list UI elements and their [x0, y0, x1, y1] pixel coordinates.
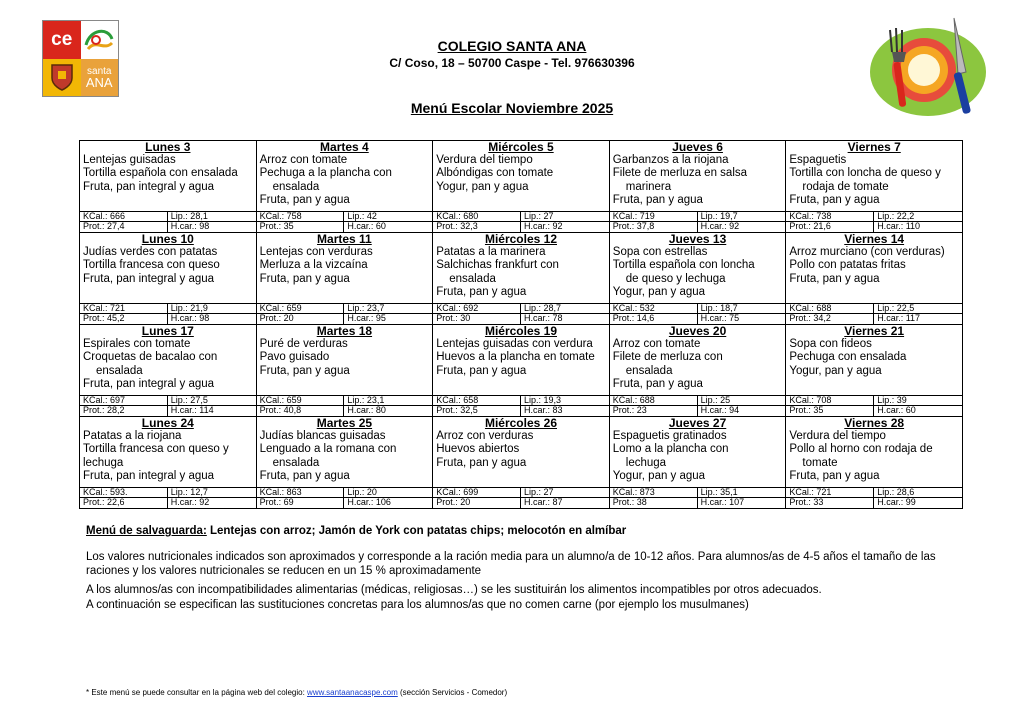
- day-title: Jueves 13: [668, 233, 727, 246]
- kcal-value: KCal.: 721: [80, 304, 168, 314]
- dish-line: ensalada: [96, 364, 143, 377]
- logo-ce: ce: [43, 21, 81, 59]
- lipids-value: Lip.: 21,9: [168, 304, 256, 314]
- lipids-value: Lip.: 23,7: [344, 304, 432, 314]
- day-cell: [609, 417, 786, 509]
- dish-line: Fruta, pan integral y agua: [83, 272, 215, 285]
- protein-value: Prot.: 37,8: [610, 222, 698, 232]
- lipids-value: Lip.: 12,7: [168, 488, 256, 498]
- protein-value: Prot.: 22,6: [80, 498, 168, 508]
- lipids-value: Lip.: 42: [344, 212, 432, 222]
- dish-line: lechuga: [83, 456, 124, 469]
- nutrition-grid: [80, 487, 256, 508]
- day-cell: [786, 325, 963, 417]
- day-cell: [786, 417, 963, 509]
- lipids-value: Lip.: 22,5: [874, 304, 962, 314]
- kcal-value: KCal.: 593.: [80, 488, 168, 498]
- logo-santa: santa: [87, 66, 112, 78]
- nutrition-grid: [786, 395, 962, 416]
- dish-line: Fruta, pan y agua: [259, 469, 350, 482]
- dish-line: Lentejas guisadas: [83, 154, 176, 166]
- dish-line: Pechuga con ensalada: [789, 351, 907, 364]
- day-cell: [80, 325, 257, 417]
- dish-line: Sopa con estrellas: [612, 246, 708, 258]
- nutrition-grid: [610, 211, 786, 232]
- footer-prefix: * Este menú se puede consultar en la página web del colegio:: [86, 688, 308, 697]
- kcal-value: KCal.: 666: [80, 212, 168, 222]
- dish-line: Arroz con verduras: [436, 430, 534, 442]
- note-allergies: A los alumnos/as con incompatibilidades alimentarias (médicas, religiosas…) se les sustituirán los alimentos incompatibles por otros adecuados.: [86, 584, 822, 596]
- dish-line: de queso y lechuga: [625, 272, 726, 285]
- carbs-value: H.car.: 94: [700, 405, 740, 415]
- dish-line: ensalada: [449, 272, 496, 285]
- lipids-value: Lip.: 27: [521, 488, 609, 498]
- lipids-value: Lip.: 18,7: [698, 304, 786, 314]
- carbs-value: H.car.: 60: [877, 405, 916, 415]
- lipids-value: Lip.: 19,3: [521, 396, 609, 406]
- nutrition-grid: [80, 303, 256, 324]
- kcal-value: KCal.: 692: [433, 304, 521, 314]
- day-cell: [256, 417, 433, 509]
- day-cell: [256, 325, 433, 417]
- carbs-value: H.car.: 98: [170, 221, 210, 231]
- kcal-value: KCal.: 658: [433, 396, 521, 406]
- dish-line: Arroz con tomate: [259, 154, 348, 166]
- lipids-value: Lip.: 28,1: [168, 212, 256, 222]
- footer-suffix: (sección Servicios - Comedor): [397, 688, 508, 697]
- dish-line: Sopa con fideos: [789, 338, 872, 350]
- nutrition-grid: [610, 395, 786, 416]
- dish-line: Judías blancas guisadas: [259, 430, 386, 442]
- kcal-value: KCal.: 719: [610, 212, 698, 222]
- carbs-value: H.car.: 106: [347, 497, 391, 507]
- carbs-value: H.car.: 92: [700, 221, 740, 231]
- kcal-value: KCal.: 659: [257, 304, 345, 314]
- dish-line: Fruta, pan y agua: [259, 193, 350, 206]
- carbs-value: H.car.: 107: [700, 497, 745, 507]
- nutrition-grid: [610, 303, 786, 324]
- lipids-value: Lip.: 19,7: [698, 212, 786, 222]
- day-cell: [609, 141, 786, 233]
- carbs-value: H.car.: 110: [877, 221, 921, 231]
- dish-line: Fruta, pan integral y agua: [83, 377, 215, 390]
- week-row: [80, 417, 963, 509]
- kcal-value: KCal.: 708: [786, 396, 874, 406]
- lipids-value: Lip.: 28,7: [521, 304, 609, 314]
- carbs-value: H.car.: 98: [170, 313, 210, 323]
- day-cell: [433, 325, 610, 417]
- dish-line: Yogur, pan y agua: [436, 180, 529, 193]
- lipids-value: Lip.: 23,1: [344, 396, 432, 406]
- nutrition-grid: [433, 303, 609, 324]
- day-cell: [256, 233, 433, 325]
- nutrition-grid: [610, 487, 786, 508]
- lipids-value: Lip.: 27: [521, 212, 609, 222]
- protein-value: Prot.: 27,4: [80, 222, 168, 232]
- protein-value: Prot.: 20: [433, 498, 521, 508]
- day-cell: [609, 233, 786, 325]
- nutrition-grid: [433, 395, 609, 416]
- nutrition-grid: [786, 303, 962, 324]
- carbs-value: H.car.: 92: [170, 497, 210, 507]
- dish-line: Judías verdes con patatas: [83, 246, 218, 258]
- day-title: Viernes 7: [847, 141, 901, 154]
- dish-line: Fruta, pan integral y agua: [83, 469, 215, 482]
- dish-line: marinera: [625, 180, 672, 193]
- dish-line: Fruta, pan y agua: [436, 285, 527, 298]
- day-cell: [80, 141, 257, 233]
- dish-line: Verdura del tiempo: [789, 430, 886, 442]
- kcal-value: KCal.: 699: [433, 488, 521, 498]
- dish-line: Fruta, pan y agua: [259, 364, 350, 377]
- dish-line: Puré de verduras: [259, 338, 348, 350]
- kcal-value: KCal.: 680: [433, 212, 521, 222]
- dish-line: ensalada: [625, 364, 673, 377]
- dish-line: Pavo guisado: [259, 351, 330, 364]
- carbs-value: H.car.: 60: [347, 221, 386, 231]
- protein-value: Prot.: 32,5: [433, 406, 521, 416]
- protein-value: Prot.: 32,3: [433, 222, 521, 232]
- dish-line: Fruta, pan y agua: [259, 272, 350, 285]
- day-title: Lunes 10: [141, 233, 194, 246]
- day-title: Miércoles 26: [484, 417, 557, 430]
- kcal-value: KCal.: 873: [610, 488, 698, 498]
- carbs-value: H.car.: 117: [877, 313, 921, 323]
- day-title: Jueves 6: [672, 141, 723, 154]
- dish-line: Yogur, pan y agua: [612, 285, 706, 298]
- day-cell: [786, 233, 963, 325]
- dish-line: Pollo al horno con rodaja de: [789, 443, 933, 456]
- dish-line: Fruta, pan integral y agua: [83, 180, 215, 193]
- carbs-value: H.car.: 114: [170, 405, 214, 415]
- website-link[interactable]: www.santaanacaspe.com: [307, 688, 398, 697]
- day-cell: [433, 417, 610, 509]
- dish-line: Espaguetis gratinados: [612, 430, 727, 442]
- day-cell: [80, 233, 257, 325]
- day-cell: [433, 141, 610, 233]
- note-substitutions: A continuación se especifican las sustituciones concretas para los alumnos/as que no comen carne (por ejemplo los musulmanes): [86, 599, 749, 611]
- carbs-value: H.car.: 78: [523, 313, 563, 323]
- day-title: Lunes 3: [145, 141, 191, 154]
- carbs-value: H.car.: 75: [700, 313, 740, 323]
- dish-line: Fruta, pan y agua: [436, 456, 527, 469]
- day-title: Martes 25: [316, 417, 373, 430]
- dish-line: Lentejas guisadas con verdura: [436, 338, 593, 350]
- day-title: Martes 4: [320, 141, 369, 154]
- protein-value: Prot.: 28,2: [80, 406, 168, 416]
- school-address: C/ Coso, 18 – 50700 Caspe - Tel. 976630396: [389, 56, 635, 70]
- dish-line: Croquetas de bacalao con: [83, 351, 218, 364]
- carbs-value: H.car.: 95: [347, 313, 386, 323]
- dish-line: rodaja de tomate: [802, 180, 889, 193]
- kcal-value: KCal.: 532: [610, 304, 698, 314]
- day-title: Miércoles 19: [484, 325, 557, 338]
- day-title: Viernes 28: [844, 417, 905, 430]
- dish-line: Tortilla española con loncha: [612, 259, 755, 272]
- day-cell: [609, 325, 786, 417]
- backup-menu-text: Lentejas con arroz; Jamón de York con patatas chips; melocotón en almíbar: [206, 525, 627, 537]
- day-title: Lunes 17: [141, 325, 194, 338]
- kcal-value: KCal.: 721: [786, 488, 874, 498]
- kcal-value: KCal.: 758: [257, 212, 345, 222]
- lipids-value: Lip.: 35,1: [698, 488, 786, 498]
- dish-line: Lenguado a la romana con: [259, 443, 397, 456]
- dish-line: Lomo a la plancha con: [612, 443, 729, 456]
- dish-line: Arroz con tomate: [612, 338, 701, 350]
- dish-line: Patatas a la marinera: [436, 246, 546, 258]
- day-cell: [80, 417, 257, 509]
- nutrition-grid: [786, 487, 962, 508]
- dish-line: Garbanzos a la riojana: [612, 154, 729, 166]
- logo-ana: ANA: [85, 75, 113, 91]
- carbs-value: H.car.: 92: [523, 221, 563, 231]
- kcal-value: KCal.: 863: [257, 488, 345, 498]
- protein-value: Prot.: 38: [610, 498, 698, 508]
- dish-line: Pollo con patatas fritas: [789, 259, 906, 272]
- lipids-value: Lip.: 22,2: [874, 212, 962, 222]
- kcal-value: KCal.: 659: [257, 396, 345, 406]
- dish-line: ensalada: [272, 180, 320, 193]
- protein-value: Prot.: 40,8: [257, 406, 345, 416]
- nutrition-grid: [433, 211, 609, 232]
- day-title: Miércoles 12: [484, 233, 557, 246]
- carbs-value: H.car.: 80: [347, 405, 386, 415]
- dish-line: Yogur, pan y agua: [789, 364, 882, 377]
- nutrition-grid: [257, 395, 433, 416]
- day-cell: [256, 141, 433, 233]
- dish-line: Arroz murciano (con verduras): [789, 246, 945, 258]
- day-title: Viernes 21: [844, 325, 905, 338]
- kcal-value: KCal.: 688: [610, 396, 698, 406]
- week-row: [80, 325, 963, 417]
- day-cell: [786, 141, 963, 233]
- kcal-value: KCal.: 697: [80, 396, 168, 406]
- carbs-value: H.car.: 83: [523, 405, 563, 415]
- nutrition-grid: [80, 395, 256, 416]
- protein-value: Prot.: 21,6: [786, 222, 874, 232]
- nutrition-grid: [433, 487, 609, 508]
- dish-line: Tortilla francesa con queso y: [83, 443, 229, 456]
- dish-line: Merluza a la vizcaína: [259, 259, 368, 272]
- kcal-value: KCal.: 688: [786, 304, 874, 314]
- note-nutrition: Los valores nutricionales indicados son aproximados y corresponde a la ración media para un alumno/a de 10-12 años. Para alumnos/as de 4-5 años el tamaño de las raciones y los valores nutricionales se reducen en un 15 % aproximadamente: [86, 551, 936, 577]
- dish-line: Verdura del tiempo: [436, 154, 533, 166]
- carbs-value: H.car.: 87: [523, 497, 563, 507]
- dish-line: Filete de merluza en salsa: [612, 167, 748, 180]
- nutrition-grid: [786, 211, 962, 232]
- lipids-value: Lip.: 27,5: [168, 396, 256, 406]
- dish-line: Tortilla francesa con queso: [83, 259, 220, 272]
- lipids-value: Lip.: 20: [344, 488, 432, 498]
- lipids-value: Lip.: 28,6: [874, 488, 962, 498]
- dish-line: lechuga: [625, 456, 667, 469]
- dish-line: Espaguetis: [789, 154, 847, 166]
- dish-line: Albóndigas con tomate: [436, 167, 554, 180]
- menu-title: Menú Escolar Noviembre 2025: [410, 100, 614, 116]
- protein-value: Prot.: 30: [433, 314, 521, 324]
- nutrition-grid: [257, 211, 433, 232]
- lipids-value: Lip.: 39: [874, 396, 962, 406]
- day-cell: [433, 233, 610, 325]
- protein-value: Prot.: 33: [786, 498, 874, 508]
- protein-value: Prot.: 35: [786, 406, 874, 416]
- dish-line: Fruta, pan y agua: [789, 193, 880, 206]
- dish-line: Filete de merluza con: [612, 351, 723, 364]
- dish-line: Patatas a la riojana: [83, 430, 182, 442]
- nutrition-grid: [80, 211, 256, 232]
- protein-value: Prot.: 35: [257, 222, 345, 232]
- dish-line: Tortilla con loncha de queso y: [789, 167, 941, 180]
- nutrition-grid: [257, 303, 433, 324]
- carbs-value: H.car.: 99: [877, 497, 916, 507]
- day-title: Martes 11: [317, 233, 372, 246]
- footer-note: [86, 688, 507, 697]
- menu-table: [79, 140, 963, 509]
- day-title: Jueves 20: [668, 325, 727, 338]
- dish-line: Fruta, pan y agua: [612, 193, 703, 206]
- lipids-value: Lip.: 25: [698, 396, 786, 406]
- protein-value: Prot.: 69: [257, 498, 345, 508]
- dish-line: ensalada: [272, 456, 320, 469]
- week-row: [80, 233, 963, 325]
- backup-menu: [86, 525, 626, 537]
- dish-line: Yogur, pan y agua: [612, 469, 706, 482]
- dish-line: Salchichas frankfurt con: [436, 259, 559, 272]
- protein-value: Prot.: 45,2: [80, 314, 168, 324]
- dish-line: Fruta, pan y agua: [436, 364, 527, 377]
- day-title: Lunes 24: [141, 417, 194, 430]
- protein-value: Prot.: 34,2: [786, 314, 874, 324]
- protein-value: Prot.: 20: [257, 314, 345, 324]
- kcal-value: KCal.: 738: [786, 212, 874, 222]
- dish-line: Fruta, pan y agua: [612, 377, 703, 390]
- nutrition-grid: [257, 487, 433, 508]
- week-row: [80, 141, 963, 233]
- day-title: Jueves 27: [668, 417, 727, 430]
- day-title: Viernes 14: [844, 233, 905, 246]
- dish-line: tomate: [802, 456, 838, 469]
- dish-line: Huevos a la plancha en tomate: [436, 351, 595, 364]
- backup-menu-label: Menú de salvaguarda:: [86, 525, 207, 537]
- school-name: COLEGIO SANTA ANA: [437, 38, 587, 54]
- protein-value: Prot.: 14,6: [610, 314, 698, 324]
- dish-line: Espirales con tomate: [83, 338, 191, 350]
- protein-value: Prot.: 23: [610, 406, 698, 416]
- dish-line: Lentejas con verduras: [259, 246, 373, 258]
- dish-line: Pechuga a la plancha con: [259, 167, 392, 180]
- day-title: Miércoles 5: [488, 141, 554, 154]
- dish-line: Tortilla española con ensalada: [83, 167, 238, 180]
- dish-line: Huevos abiertos: [436, 443, 520, 456]
- dish-line: Fruta, pan y agua: [789, 469, 880, 482]
- day-title: Martes 18: [316, 325, 373, 338]
- dish-line: Fruta, pan y agua: [789, 272, 880, 285]
